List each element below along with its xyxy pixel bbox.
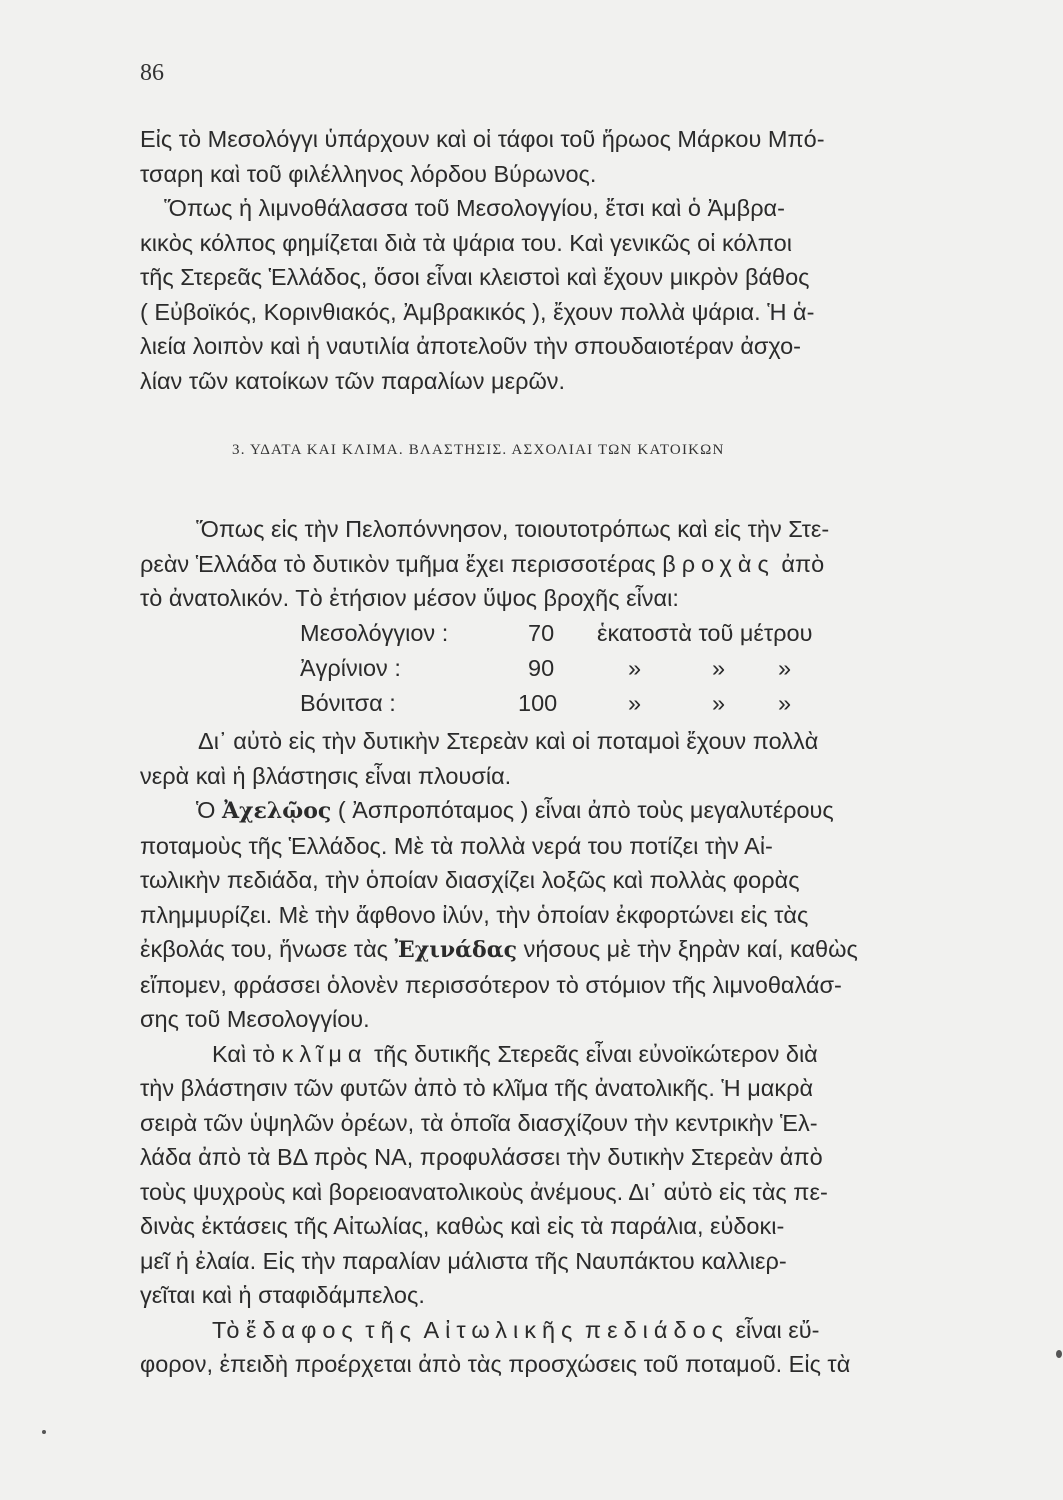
text-line [140,1313,1000,1348]
text-segment: ἀπὸ [781,550,825,577]
text-segment: εἶναι εὔ- [735,1316,820,1343]
text-line: τῆς Στερεᾶς Ἑλλάδος, ὅσοι εἶναι κλειστοὶ καὶ ἔχουν μικρὸν βάθος [140,264,810,290]
text-line [140,547,1000,582]
spaced-word: κλῖμα [281,1040,368,1067]
paragraph-byron [140,122,1000,398]
spaced-word: τῆς [365,1316,417,1343]
text-line: Δι᾿ αὐτὸ εἰς τὴν δυτικὴν Στερεὰν καὶ οἱ ποταμοὶ ἔχουν πολλὰ [198,728,819,754]
page-number: 86 [140,60,164,86]
text-segment: νήσους μὲ τὴν ξηρὰν καί, καθὼς [523,936,858,962]
rain-value: 90 [528,655,555,681]
ditto-mark: » [778,655,792,681]
text-segment: Τὸ [212,1316,240,1343]
text-line: φορον, ἐπειδὴ προέρχεται ἀπὸ τὰς προσχώσεις τοῦ ποταμοῦ. Εἰς τὰ [140,1351,851,1377]
ditto-mark: » [778,690,792,716]
text-line [140,1037,1000,1072]
text-line: ( Εὐβοϊκός, Κορινθιακός, Ἀμβρακικός ), ἔχουν πολλὰ ψάρια. Ἡ ἁ- [140,298,815,325]
text-line: Ὅπως ἡ λιμνοθάλασσα τοῦ Μεσολογγίου, ἔτσι καὶ ὁ Ἀμβρα- [164,195,785,221]
text-line: πλημμυρίζει. Μὲ τὴν ἄφθονο ἰλύν, τὴν ὁποίαν ἐκφορτώνει εἰς τὰς [140,901,809,928]
text-line: γεῖται καὶ ἡ σταφιδάμπελος. [140,1282,425,1308]
bold-term: Ἀχελῷος [221,798,332,824]
rain-value: 70 [528,620,555,646]
town-name: Βόνιτσα : [300,690,396,716]
paragraph-rain [140,512,1000,616]
text-segment: Ὁ [196,797,216,823]
spaced-word: ἔδαφος [245,1316,359,1343]
text-line: λίαν τῶν κατοίκων τῶν παραλίων μερῶν. [140,367,566,394]
text-line: λάδα ἀπὸ τὰ ΒΔ πρὸς ΝΑ, προφυλάσσει τὴν δυτικὴν Στερεὰν ἀπὸ [140,1144,823,1170]
bold-term: Ἐχινάδας [394,937,518,963]
ditto-mark: » [628,690,642,716]
text-line: σειρὰ τῶν ὑψηλῶν ὀρέων, τὰ ὁποῖα διασχίζουν τὴν κεντρικὴν Ἑλ- [140,1109,818,1136]
text-line: τωλικὴν πεδιάδα, τὴν ὁποίαν διασχίζει λοξῶς καὶ πολλὰς φορὰς [140,867,800,893]
town-name: Μεσολόγγιον : [300,620,449,646]
scan-speck [1056,1350,1062,1358]
text-line: Ὅπως εἰς τὴν Πελοπόννησον, τοιουτοτρόπως καὶ εἰς τὴν Στε- [196,516,830,542]
text-line: σης τοῦ Μεσολογγίου. [140,1006,370,1032]
rain-value: 100 [518,690,558,716]
text-line: Εἰς τὸ Μεσολόγγι ὑπάρχουν καὶ οἱ τάφοι τοῦ ἥρωος Μάρκου Μπό- [140,126,825,152]
text-line: τὴν βλάστησιν τῶν φυτῶν ἀπὸ τὸ κλῖμα τῆς ἀνατολικῆς. Ἡ μακρὰ [140,1075,814,1101]
ditto-mark: » [628,655,642,681]
text-segment: ( Ἀσπροπόταμος ) εἶναι ἀπὸ τοὺς μεγαλυτέρους [337,797,834,823]
text-line: κικὸς κόλπος φημίζεται διὰ τὰ ψάρια του. Καὶ γενικῶς οἱ κόλποι [140,229,792,256]
text-line: τὸ ἀνατολικόν. Τὸ ἐτήσιον μέσον ὕψος βροχῆς εἶναι: [140,585,679,611]
text-line: τοὺς ψυχροὺς καὶ βορειοανατολικοὺς ἀνέμους. Δι᾿ αὐτὸ εἰς τὰς πε- [140,1178,828,1205]
spaced-word: πεδιάδος [584,1316,729,1343]
text-segment: τῆς δυτικῆς Στερεᾶς εἶναι εὐνοϊκώτερον διὰ [374,1040,818,1067]
text-segment: Καὶ τὸ [212,1040,276,1067]
text-line: εἴπομεν, φράσσει ὁλονὲν περισσότερον τὸ στόμιον τῆς λιμνοθαλάσ- [140,971,842,998]
spaced-word: βροχὰς [662,550,775,577]
rain-unit: ἑκατοστὰ τοῦ μέτρου [597,620,813,646]
paragraph-rivers [140,724,1000,1382]
ditto-mark: » [712,690,726,716]
text-line: νερὰ καὶ ἡ βλάστησις εἶναι πλουσία. [140,762,512,789]
ditto-mark: » [712,655,726,681]
text-line: τσαρη καὶ τοῦ φιλέλληνος λόρδου Βύρωνος. [140,160,597,187]
text-line: λιεία λοιπὸν καὶ ἡ ναυτιλία ἀποτελοῦν τὴν σπουδαιοτέραν ἀσχο- [140,333,802,359]
scan-speck [42,1430,46,1434]
text-line [140,793,1000,829]
text-line: ποταμοὺς τῆς Ἑλλάδος. Μὲ τὰ πολλὰ νερά του ποτίζει τὴν Αἰ- [140,832,773,859]
section-heading: 3. ΥΔΑΤΑ ΚΑΙ ΚΛΙΜΑ. ΒΛΑΣΤΗΣΙΣ. ΑΣΧΟΛΙΑΙ ΤΩΝ ΚΑΤΟΙΚΩΝ [232,442,725,458]
text-segment: ρεὰν Ἑλλάδα τὸ δυτικὸν τμῆμα ἔχει περισσοτέρας [140,550,656,577]
spaced-word: Αἰτωλικῆς [423,1316,579,1343]
text-line [140,932,1000,968]
text-segment: ἐκβολάς του, ἥνωσε τὰς [140,936,389,962]
text-line: δινὰς ἐκτάσεις τῆς Αἰτωλίας, καθὼς καὶ εἰς τὰ παράλια, εὐδοκι- [140,1213,785,1239]
text-line: μεῖ ἡ ἐλαία. Εἰς τὴν παραλίαν μάλιστα τῆς Ναυπάκτου καλλιερ- [140,1247,787,1274]
town-name: Ἀγρίνιον : [300,655,401,681]
